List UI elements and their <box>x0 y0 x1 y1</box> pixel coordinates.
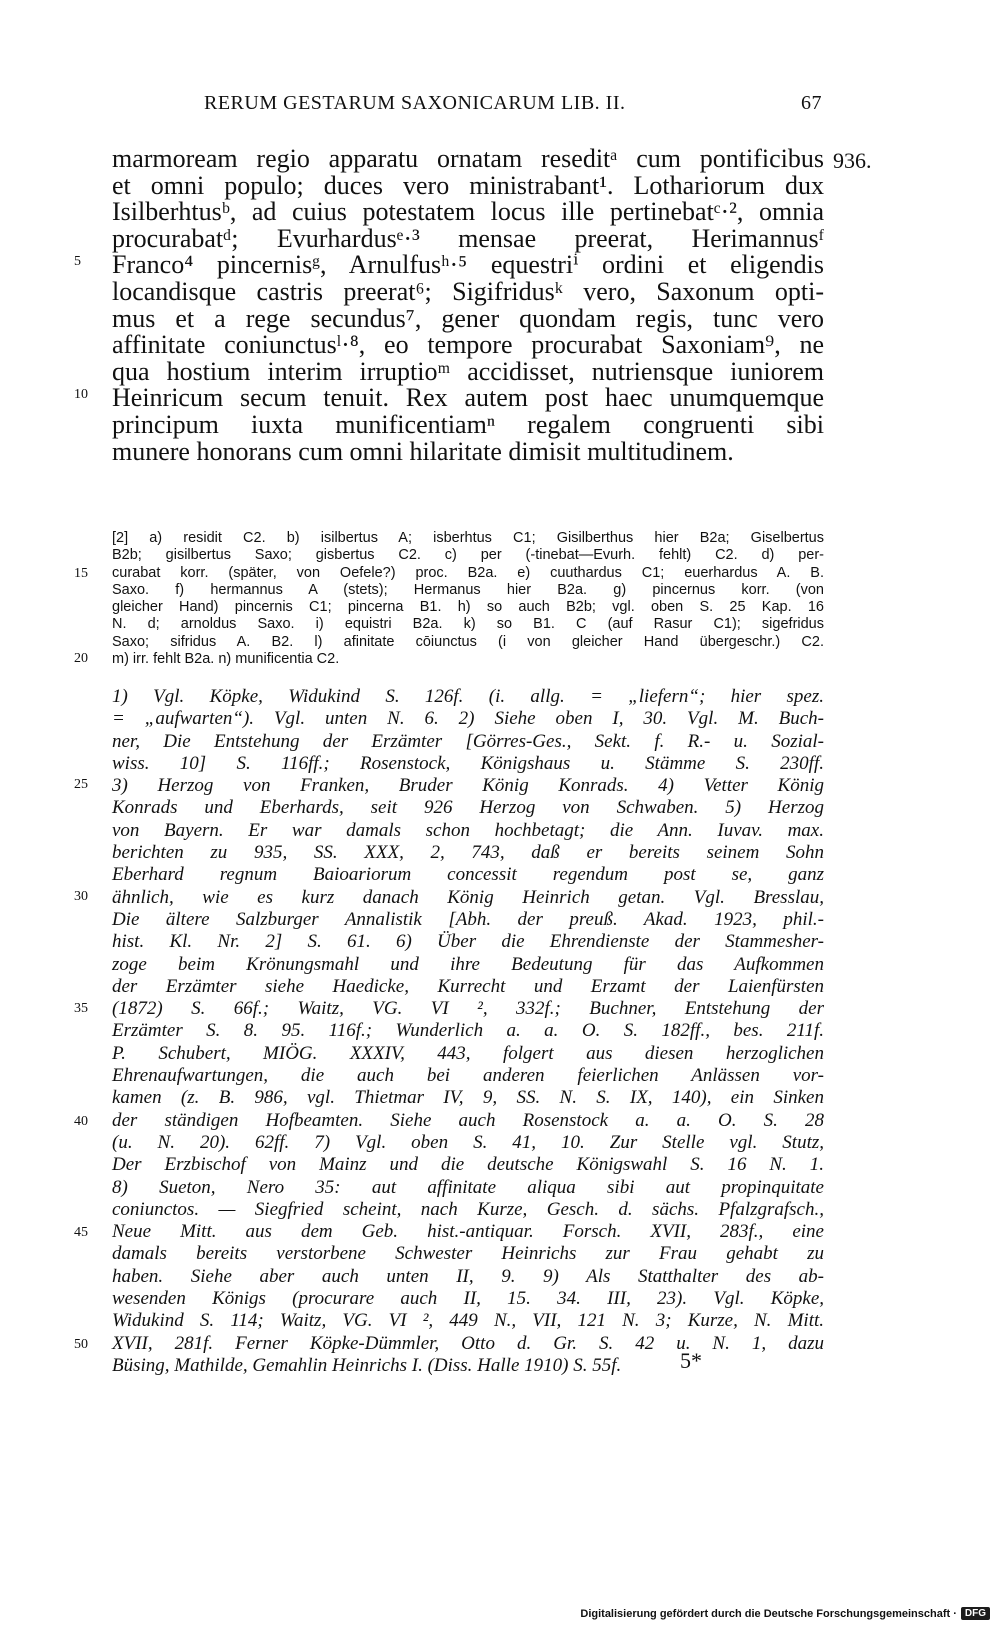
footnote-line: von Bayern. Er war damals schon hochbetagt; die Ann. Iuvav. max. <box>112 819 824 841</box>
apparatus-line: gleicher Hand) pincernis C1; pincerna B1. h) so auch B2b; vgl. oben S. 25 Kap. 16 <box>112 599 824 616</box>
footnote-line: zoge beim Krönungsmahl und ihre Bedeutung für das Aufkommen <box>112 953 824 975</box>
footnote-line: XVII, 281f. Ferner Köpke-Dümmler, Otto d. Gr. S. 42 u. N. 1, dazu <box>112 1332 824 1354</box>
footnote-line: Büsing, Mathilde, Gemahlin Heinrichs I. (Diss. Halle 1910) S. 55f. <box>112 1354 622 1376</box>
footnote-line: Neue Mitt. aus dem Geb. hist.-antiquar. Forsch. XVII, 283f., eine <box>112 1221 824 1243</box>
footnotes <box>112 686 824 1377</box>
line-number: 15 <box>74 566 88 581</box>
footnote-line: ähnlich, wie es kurz danach König Heinrich getan. Vgl. Bresslau, <box>112 886 824 908</box>
footnote-line: damals bereits verstorbene Schwester Heinrichs zur Frau gehabt zu <box>112 1243 824 1265</box>
line-number: 50 <box>74 1337 88 1352</box>
apparatus-line: [2] a) residit C2. b) isilbertus A; isberhtus C1; Gisilberthus hier B2a; Giselbertus <box>112 530 824 546</box>
line-number: 20 <box>74 651 88 666</box>
footnote-line: (u. N. 20). 62ff. 7) Vgl. oben S. 41, 10. Zur Stelle vgl. Stutz, <box>112 1131 824 1153</box>
footnote-line: coniunctos. — Siegfried scheint, nach Kurze, Gesch. d. sächs. Pfalzgrafsch., <box>112 1198 824 1220</box>
footnote-line: wesenden Königs (procurare auch II, 15. 34. III, 23). Vgl. Köpke, <box>112 1288 824 1310</box>
footnote-line: = „aufwarten“). Vgl. unten N. 6. 2) Siehe oben I, 30. Vgl. M. Buch- <box>112 708 824 730</box>
signature-mark: 5* <box>680 1348 702 1373</box>
apparatus-line: Saxo; sifridus A. B2. l) afinitate cōiunctus (i von gleicher Hand übergeschr.) C2. <box>112 633 824 650</box>
line-number: 25 <box>74 777 88 792</box>
footnote-line: berichten zu 935, SS. XXX, 2, 743, daß er bereits seinem Sohn <box>112 842 824 864</box>
dfg-logo: DFG <box>961 1607 990 1620</box>
main-text-line: et omni populo; duces vero ministrabant¹. Lothariorum dux <box>112 170 824 200</box>
footnote-line: (1872) S. 66f.; Waitz, VG. VI ², 332f.; Buchner, Entstehung der <box>112 998 824 1020</box>
line-number: 35 <box>74 1001 88 1016</box>
line-number: 30 <box>74 889 88 904</box>
line-number: 5 <box>74 254 81 269</box>
footnote-line: 1) Vgl. Köpke, Widukind S. 126f. (i. allg. = „liefern“; hier spez. <box>112 686 824 707</box>
footnote-line: Die ältere Salzburger Annalistik [Abh. der preuß. Akad. 1923, phil.- <box>112 908 824 930</box>
footnote-line: der Erzämter siehe Haedicke, Kurrecht und Erzamt der Laienfürsten <box>112 975 824 997</box>
margin-year: 936. <box>833 148 872 173</box>
main-text-line: locandisque castris preerat⁶; Sigifridusᵏ vero, Saxonum opti- <box>112 276 824 306</box>
line-number: 45 <box>74 1225 88 1240</box>
footnote-line: Konrads und Eberhards, seit 926 Herzog von Schwaben. 5) Herzog <box>112 797 824 819</box>
footnote-line: Widukind S. 114; Waitz, VG. VI ², 449 N., VII, 121 N. 3; Kurze, N. Mitt. <box>112 1310 824 1332</box>
apparatus-line: curabat korr. (später, von Oefele?) proc. B2a. e) cuuthardus C1; euerhardus A. B. <box>112 564 824 581</box>
footnote-line: Ehrenaufwartungen, die auch bei anderen feierlichen Anlässen vor- <box>112 1065 824 1087</box>
footnote-line: kamen (z. B. 986, vgl. Thietmar IV, 9, SS. N. S. IX, 140), ein Sinken <box>112 1087 824 1109</box>
main-text-line: principum iuxta munificentiamⁿ regalem congruenti sibi <box>112 409 824 439</box>
footnote-line: der ständigen Hofbeamten. Siehe auch Rosenstock a. a. O. S. 28 <box>112 1109 824 1131</box>
main-text-line: Franco⁴ pincernisᵍ, Arnulfusʰ·⁵ equestriⁱ ordini et eligendis <box>112 250 824 280</box>
apparatus-line: m) irr. fehlt B2a. n) munificentia C2. <box>112 651 340 668</box>
main-text-line: affinitate coniunctusˡ·⁸, eo tempore procurabat Saxoniam⁹, ne <box>112 330 824 360</box>
line-number: 10 <box>74 387 88 402</box>
footnote-line: 3) Herzog von Franken, Bruder König Konrads. 4) Vetter König <box>112 775 824 797</box>
footnote-line: 8) Sueton, Nero 35: aut affinitate aliqua sibi aut propinquitate <box>112 1176 824 1198</box>
main-text-line: mus et a rege secundus⁷, gener quondam regis, tunc vero <box>112 303 824 333</box>
main-text-line: marmoream regio apparatu ornatam reseditᵃ cum pontificibus <box>112 144 824 173</box>
running-title: RERUM GESTARUM SAXONICARUM LIB. II. <box>204 92 626 114</box>
footnote-line: Der Erzbischof von Mainz und die deutsche Königswahl S. 16 N. 1. <box>112 1154 824 1176</box>
main-text-line: Isilberhtusᵇ, ad cuius potestatem locus ille pertinebatᶜ·², omnia <box>112 197 824 227</box>
main-text-line: qua hostium interim irruptioᵐ accidisset, nutriensque iuniorem <box>112 356 824 386</box>
main-text <box>112 146 824 465</box>
footnote-line: Eberhard regnum Baioariorum concessit regendum post se, ganz <box>112 864 824 886</box>
footnote-line: haben. Siehe aber auch unten II, 9. 9) Als Statthalter des ab- <box>112 1265 824 1287</box>
footnote-line: wiss. 10] S. 116ff.; Rosenstock, Königshaus u. Stämme S. 230ff. <box>112 752 824 774</box>
apparatus-line: B2b; gisilbertus Saxo; gisbertus C2. c) per (-tinebat—Evurh. fehlt) C2. d) per- <box>112 547 824 564</box>
digitization-credit <box>580 1607 990 1620</box>
apparatus-line: N. d; arnoldus Saxo. i) equistri B2a. k) so B1. C (auf Rasur C1); sigefridus <box>112 616 824 633</box>
footnote-line: Erzämter S. 8. 95. 116f.; Wunderlich a. a. O. S. 182ff., bes. 211f. <box>112 1020 824 1042</box>
footnote-line: ner, Die Entstehung der Erzämter [Görres-Ges., Sekt. f. R.- u. Sozial- <box>112 730 824 752</box>
line-number: 40 <box>74 1114 88 1129</box>
critical-apparatus <box>112 530 824 668</box>
main-text-line: munere honorans cum omni hilaritate dimisit multitudinem. <box>112 436 734 466</box>
main-text-line: procurabatᵈ; Evurhardusᵉ·³ mensae preerat, Herimannusᶠ <box>112 223 824 253</box>
main-text-line: Heinricum secum tenuit. Rex autem post haec unumquemque <box>112 383 824 413</box>
apparatus-line: Saxo. f) hermannus A (stets); Hermanus hier B2a. g) pincernus korr. (von <box>112 581 824 598</box>
footnote-line: P. Schubert, MIÖG. XXXIV, 443, folgert aus diesen herzoglichen <box>112 1042 824 1064</box>
footnote-line: hist. Kl. Nr. 2] S. 61. 6) Über die Ehrendienste der Stammesher- <box>112 931 824 953</box>
credit-text: Digitalisierung gefördert durch die Deutsche Forschungsgemeinschaft · <box>580 1607 957 1620</box>
page-number: 67 <box>801 92 822 114</box>
